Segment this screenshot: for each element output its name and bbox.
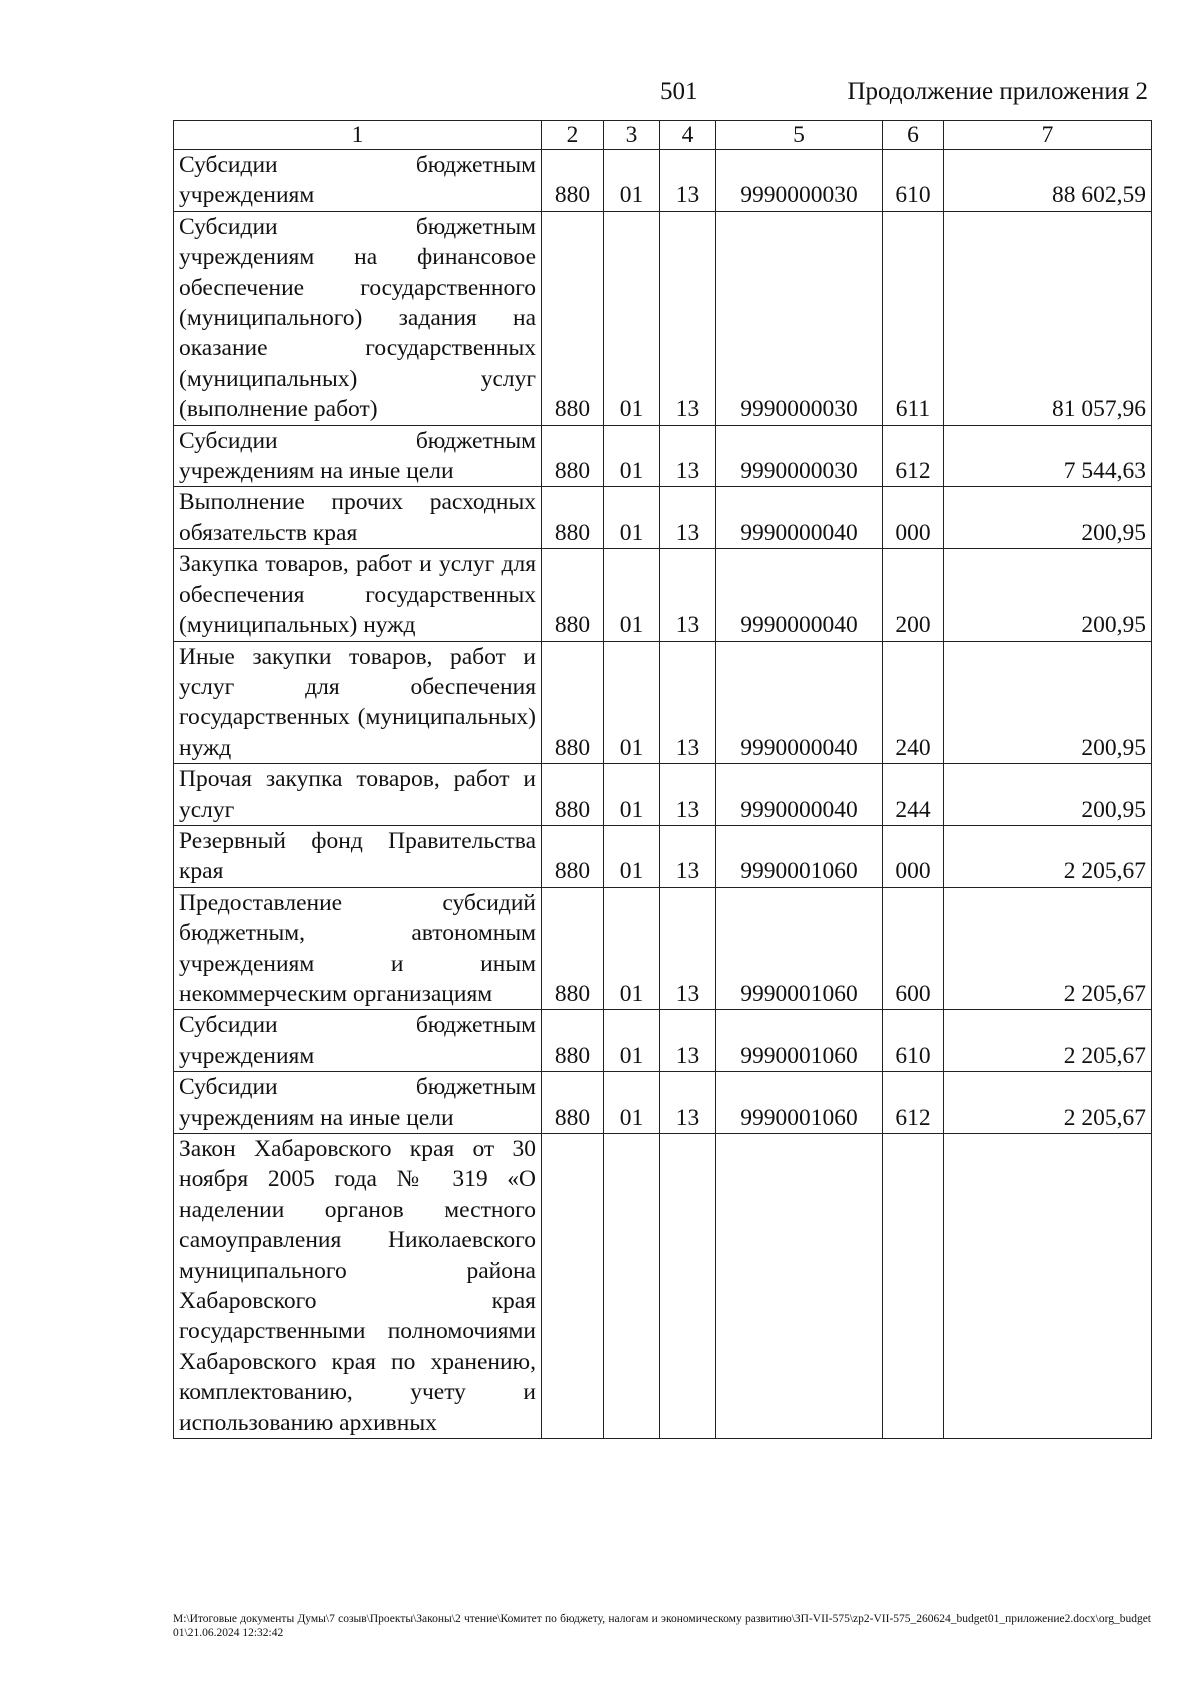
row-name: Субсидии бюджетным учреждениям на финансовое обеспечение государственного (муниципального) задания на оказание государственных (муниципальных) услуг (выполнение работ) <box>174 211 542 425</box>
column-header-1: 1 <box>174 121 542 150</box>
cell-target-article: 9990001060 <box>716 1072 883 1134</box>
cell-admin-code: 880 <box>542 150 604 212</box>
continuation-label: Продолжение приложения 2 <box>847 78 1148 105</box>
cell-admin-code: 880 <box>542 1010 604 1072</box>
cell-amount: 2 205,67 <box>944 825 1152 887</box>
cell-section: 01 <box>604 549 660 641</box>
cell-expense-type: 610 <box>883 1010 944 1072</box>
cell-admin-code: 880 <box>542 211 604 425</box>
cell-subsection: 13 <box>660 764 716 826</box>
cell-section: 01 <box>604 150 660 212</box>
column-header-2: 2 <box>542 121 604 150</box>
table-row <box>174 487 1152 549</box>
cell-admin-code: 880 <box>542 487 604 549</box>
cell-admin-code: 880 <box>542 425 604 487</box>
cell-target-article: 9990001060 <box>716 1010 883 1072</box>
cell-section: 01 <box>604 764 660 826</box>
row-name: Субсидии бюджетным учреждениям на иные цели <box>174 425 542 487</box>
cell-expense-type: 612 <box>883 425 944 487</box>
row-name: Закон Хабаровского края от 30 ноября 2005 года № 319 «О наделении органов местного самоуправления Николаевского муниципального района Хабаровского края государственными полномочиями Хабаровского края по хранению, комплектованию, учету и использованию архивных <box>174 1134 542 1439</box>
row-name: Субсидии бюджетным учреждениям на иные цели <box>174 1072 542 1134</box>
cell-subsection: 13 <box>660 487 716 549</box>
cell-target-article: 9990000030 <box>716 150 883 212</box>
cell-section <box>604 1134 660 1439</box>
footer-file-path: M:\Итоговые документы Думы\7 созыв\Проекты\Законы\2 чтение\Комитет по бюджету, налогам и экономическому развитию\ЗП-VII-575\zp2-VII-575_260624_budget01_приложение2.docx\org_budget01\21.06.2024 12:32:42 <box>173 1613 1151 1639</box>
cell-expense-type: 240 <box>883 641 944 764</box>
cell-expense-type: 200 <box>883 549 944 641</box>
cell-amount: 200,95 <box>944 764 1152 826</box>
row-name: Предоставление субсидий бюджетным, автономным учреждениям и иным некоммерческим организациям <box>174 887 542 1010</box>
cell-amount: 200,95 <box>944 641 1152 764</box>
cell-subsection: 13 <box>660 825 716 887</box>
row-name: Закупка товаров, работ и услуг для обеспечения государственных (муниципальных) нужд <box>174 549 542 641</box>
cell-admin-code: 880 <box>542 549 604 641</box>
cell-target-article: 9990000040 <box>716 487 883 549</box>
cell-subsection: 13 <box>660 887 716 1010</box>
cell-subsection: 13 <box>660 549 716 641</box>
table-row <box>174 1134 1152 1439</box>
cell-expense-type: 000 <box>883 487 944 549</box>
table-row <box>174 641 1152 764</box>
row-name: Прочая закупка товаров, работ и услуг <box>174 764 542 826</box>
cell-section: 01 <box>604 487 660 549</box>
budget-table <box>173 120 1152 1439</box>
cell-section: 01 <box>604 641 660 764</box>
cell-section: 01 <box>604 1010 660 1072</box>
cell-admin-code <box>542 1134 604 1439</box>
table-header-row <box>174 121 1152 150</box>
table-row <box>174 425 1152 487</box>
row-name: Резервный фонд Правительства края <box>174 825 542 887</box>
table-row <box>174 764 1152 826</box>
cell-section: 01 <box>604 825 660 887</box>
table-row <box>174 549 1152 641</box>
table-row <box>174 825 1152 887</box>
column-header-4: 4 <box>660 121 716 150</box>
cell-expense-type <box>883 1134 944 1439</box>
cell-target-article: 9990000040 <box>716 764 883 826</box>
row-name: Иные закупки товаров, работ и услуг для обеспечения государственных (муниципальных) нужд <box>174 641 542 764</box>
cell-subsection: 13 <box>660 211 716 425</box>
cell-expense-type: 000 <box>883 825 944 887</box>
cell-amount: 200,95 <box>944 487 1152 549</box>
cell-subsection: 13 <box>660 150 716 212</box>
cell-amount: 200,95 <box>944 549 1152 641</box>
cell-expense-type: 610 <box>883 150 944 212</box>
cell-admin-code: 880 <box>542 764 604 826</box>
cell-target-article: 9990000040 <box>716 641 883 764</box>
cell-expense-type: 600 <box>883 887 944 1010</box>
cell-amount <box>944 1134 1152 1439</box>
cell-section: 01 <box>604 887 660 1010</box>
cell-admin-code: 880 <box>542 1072 604 1134</box>
cell-admin-code: 880 <box>542 887 604 1010</box>
row-name: Субсидии бюджетным учреждениям <box>174 1010 542 1072</box>
table-row <box>174 211 1152 425</box>
column-header-6: 6 <box>883 121 944 150</box>
cell-subsection: 13 <box>660 1010 716 1072</box>
cell-amount: 81 057,96 <box>944 211 1152 425</box>
cell-target-article: 9990000030 <box>716 425 883 487</box>
cell-amount: 88 602,59 <box>944 150 1152 212</box>
cell-expense-type: 611 <box>883 211 944 425</box>
cell-target-article: 9990001060 <box>716 825 883 887</box>
cell-amount: 7 544,63 <box>944 425 1152 487</box>
cell-amount: 2 205,67 <box>944 1072 1152 1134</box>
cell-admin-code: 880 <box>542 825 604 887</box>
cell-subsection <box>660 1134 716 1439</box>
cell-subsection: 13 <box>660 425 716 487</box>
column-header-3: 3 <box>604 121 660 150</box>
table-row <box>174 887 1152 1010</box>
table-row <box>174 150 1152 212</box>
cell-target-article: 9990001060 <box>716 887 883 1010</box>
cell-amount: 2 205,67 <box>944 887 1152 1010</box>
table-row <box>174 1010 1152 1072</box>
table-row <box>174 1072 1152 1134</box>
cell-subsection: 13 <box>660 1072 716 1134</box>
column-header-5: 5 <box>716 121 883 150</box>
cell-expense-type: 244 <box>883 764 944 826</box>
cell-section: 01 <box>604 425 660 487</box>
cell-section: 01 <box>604 1072 660 1134</box>
cell-admin-code: 880 <box>542 641 604 764</box>
column-header-7: 7 <box>944 121 1152 150</box>
cell-subsection: 13 <box>660 641 716 764</box>
cell-amount: 2 205,67 <box>944 1010 1152 1072</box>
row-name: Субсидии бюджетным учреждениям <box>174 150 542 212</box>
row-name: Выполнение прочих расходных обязательств края <box>174 487 542 549</box>
cell-target-article: 9990000040 <box>716 549 883 641</box>
cell-target-article <box>716 1134 883 1439</box>
cell-expense-type: 612 <box>883 1072 944 1134</box>
cell-target-article: 9990000030 <box>716 211 883 425</box>
page-number: 501 <box>660 78 698 105</box>
cell-section: 01 <box>604 211 660 425</box>
